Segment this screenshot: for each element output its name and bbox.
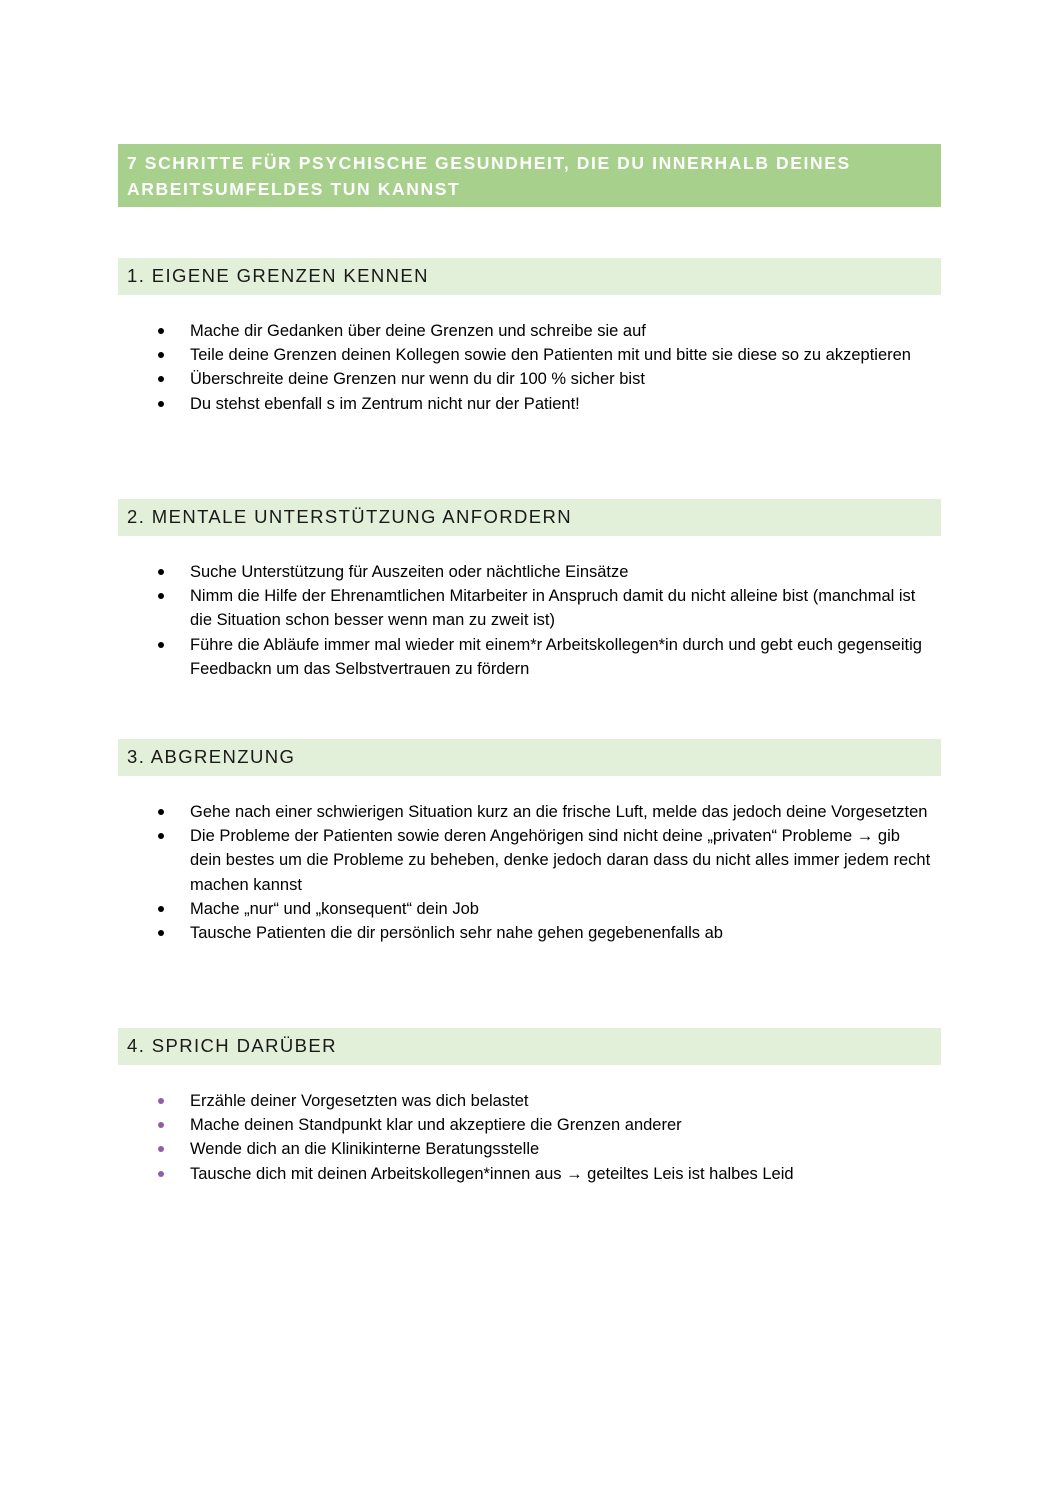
list-item bbox=[118, 1162, 941, 1186]
list-item bbox=[118, 633, 941, 681]
bullet-icon bbox=[158, 1098, 164, 1104]
list-item-text: Teile deine Grenzen deinen Kollegen sowie den Patienten mit und bitte sie diese so zu akzeptieren bbox=[190, 346, 911, 365]
list-item bbox=[118, 921, 941, 945]
list-item bbox=[118, 584, 941, 632]
list-item-text: Suche Unterstützung für Auszeiten oder nächtliche Einsätze bbox=[190, 563, 629, 581]
list-item-text: Du stehst ebenfall s im Zentrum nicht nur der Patient! bbox=[190, 394, 580, 413]
list-item bbox=[118, 343, 941, 367]
list-item bbox=[118, 1089, 941, 1113]
bullet-list bbox=[118, 319, 941, 416]
list-item bbox=[118, 319, 941, 343]
list-item-text: Mache dir Gedanken über deine Grenzen und schreibe sie auf bbox=[190, 322, 646, 340]
section-heading: 3. ABGRENZUNG bbox=[118, 739, 941, 776]
list-item-text: Erzähle deiner Vorgesetzten was dich belastet bbox=[190, 1092, 529, 1110]
bullet-icon bbox=[158, 1171, 164, 1177]
list-item-text: Mache „nur“ und „konsequent“ dein Job bbox=[190, 899, 479, 918]
section-mentale-unterstuetzung bbox=[118, 499, 941, 681]
list-item-text: Tausche Patienten die dir persönlich sehr nahe gehen gegebenenfalls ab bbox=[190, 924, 723, 943]
bullet-icon bbox=[158, 930, 164, 936]
section-heading: 1. EIGENE GRENZEN KENNEN bbox=[118, 258, 941, 295]
bullet-icon bbox=[158, 809, 164, 815]
list-item-text: Überschreite deine Grenzen nur wenn du dir 100 % sicher bist bbox=[190, 370, 645, 389]
bullet-list bbox=[118, 1089, 941, 1186]
bullet-icon bbox=[158, 376, 164, 382]
list-item bbox=[118, 824, 941, 897]
section-heading: 4. SPRICH DARÜBER bbox=[118, 1028, 941, 1065]
list-item-text: Wende dich an die Klinikinterne Beratungsstelle bbox=[190, 1140, 540, 1159]
bullet-icon bbox=[158, 401, 164, 407]
list-item-text: Führe die Abläufe immer mal wieder mit einem*r Arbeitskollegen*in durch und gebt euch gegenseitig Feedbackn um das Selbstvertrauen zu fördern bbox=[190, 635, 922, 678]
bullet-icon bbox=[158, 1146, 164, 1152]
bullet-icon bbox=[158, 328, 164, 334]
bullet-icon bbox=[158, 569, 164, 575]
list-item bbox=[118, 800, 941, 824]
page-title-line-1: 7 SCHRITTE FÜR PSYCHISCHE GESUNDHEIT, DIE DU INNERHALB DEINES bbox=[127, 153, 851, 173]
bullet-icon bbox=[158, 352, 164, 358]
list-item bbox=[118, 1137, 941, 1161]
list-item bbox=[118, 367, 941, 391]
section-heading: 2. MENTALE UNTERSTÜTZUNG ANFORDERN bbox=[118, 499, 941, 536]
list-item-text: Mache deinen Standpunkt klar und akzeptiere die Grenzen anderer bbox=[190, 1116, 682, 1135]
list-item-text: Gehe nach einer schwierigen Situation kurz an die frische Luft, melde das jedoch deine Vorgesetzten bbox=[190, 803, 928, 821]
page-title bbox=[118, 144, 941, 207]
bullet-icon bbox=[158, 593, 164, 599]
bullet-list bbox=[118, 560, 941, 681]
section-eigene-grenzen bbox=[118, 258, 941, 416]
list-item-text: Nimm die Hilfe der Ehrenamtlichen Mitarbeiter in Anspruch damit du nicht alleine bist (manchmal ist die Situation schon besser wenn man zu zweit ist) bbox=[190, 587, 916, 630]
list-item bbox=[118, 392, 941, 416]
list-item bbox=[118, 560, 941, 584]
list-item bbox=[118, 1113, 941, 1137]
section-abgrenzung bbox=[118, 739, 941, 945]
bullet-icon bbox=[158, 833, 164, 839]
bullet-icon bbox=[158, 1122, 164, 1128]
bullet-icon bbox=[158, 906, 164, 912]
section-sprich-darueber bbox=[118, 1028, 941, 1186]
bullet-list bbox=[118, 800, 941, 945]
list-item-text: Tausche dich mit deinen Arbeitskollegen*innen aus → geteiltes Leis ist halbes Leid bbox=[190, 1164, 794, 1183]
bullet-icon bbox=[158, 642, 164, 648]
page-title-line-2: ARBEITSUMFELDES TUN KANNST bbox=[127, 179, 461, 199]
list-item-text: Die Probleme der Patienten sowie deren Angehörigen sind nicht deine „privaten“ Probleme → gib dein bestes um die Probleme zu beheben, denke jedoch daran dass du nicht alles immer jedem recht machen kannst bbox=[190, 827, 931, 894]
list-item bbox=[118, 897, 941, 921]
